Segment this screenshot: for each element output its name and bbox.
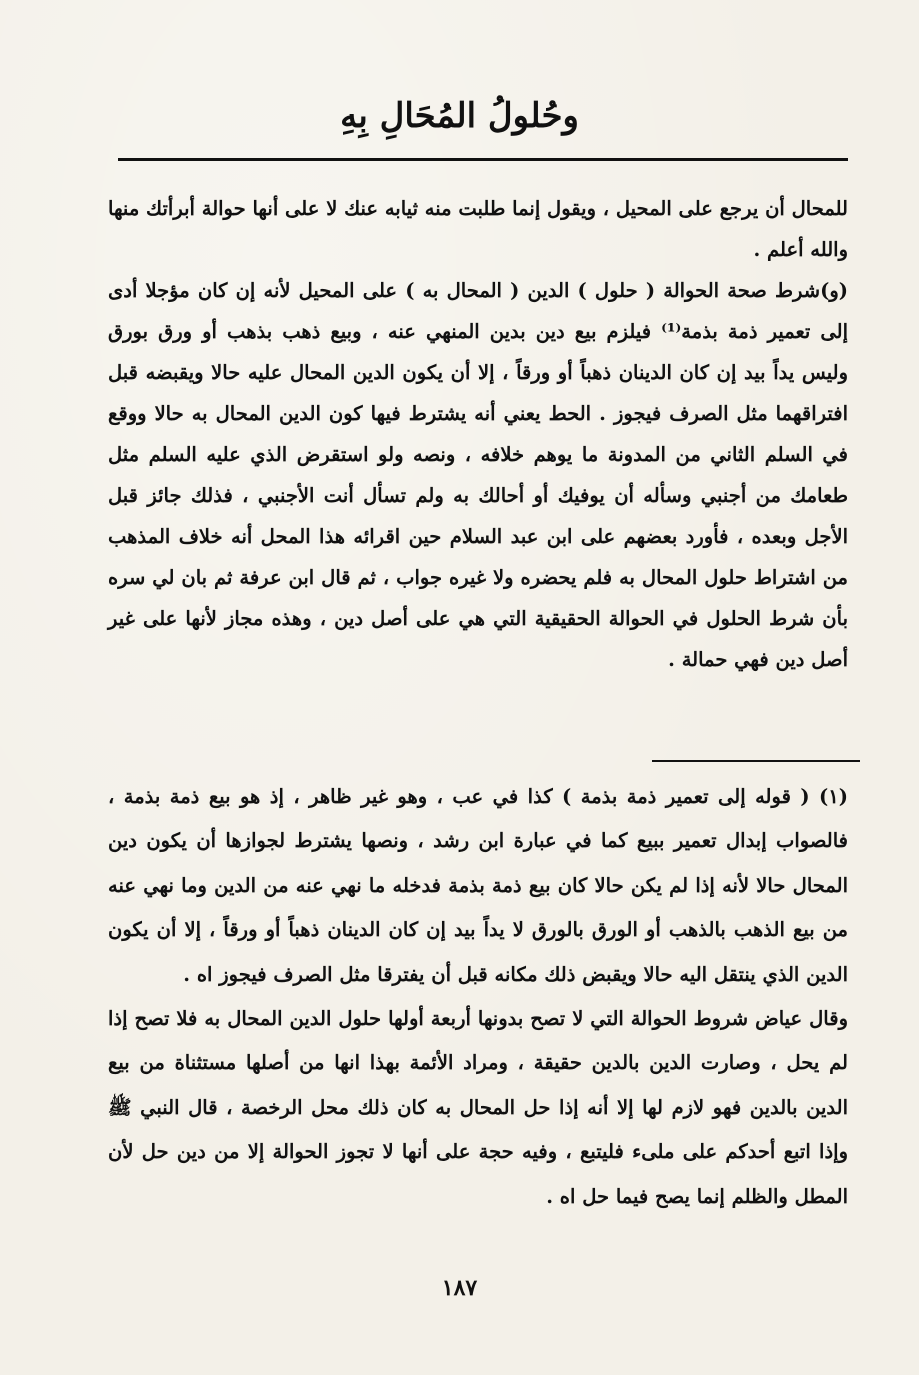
footnotes — [108, 775, 848, 1219]
footnote-continuation: وقال عياض شروط الحوالة التي لا تصح بدونها أربعة أولها حلول الدين المحال به فلا تصح إذا لم يحل ، وصارت الدين بالدين حقيقة ، ومراد الأئمة بهذا انها من أصلها مستثناة من بيع الدين بالدين فهو لازم لها إلا أنه إذا حل المحال به كان ذلك محل الرخصة ، قال النبي ﷺ وإذا اتبع أحدكم على ملىء فليتبع ، وفيه حجة على أنها لا تجوز الحوالة إلا من دين حل لأن المطل والظلم إنما يصح فيما حل اه . — [108, 1007, 848, 1208]
main-paragraph-1: للمحال أن يرجع على المحيل ، ويقول إنما طلبت منه ثيابه عنك لا على أنها حوالة أبرأتك منها والله أعلم . — [108, 197, 848, 261]
footnote-separator — [652, 760, 860, 762]
header-rule — [118, 158, 848, 161]
page-header-title: وحُلولُ المُحَالِ بِهِ — [340, 96, 579, 136]
page-number: ١٨٧ — [441, 1275, 478, 1301]
footnote-1: (١) ( قوله إلى تعمير ذمة بذمة ) كذا في عب ، وهو غير ظاهر ، إذ هو بيع ذمة بذمة ، فالصواب إبدال تعمير ببيع كما في عبارة ابن رشد ، ونصها يشترط لجوازها أن يكون دين المحال حالا لأنه إذا لم يكن حالا كان بيع ذمة بذمة فدخله ما نهي عنه من الدين وما نهي عنه من بيع الذهب بالذهب أو الورق بالورق لا يداً بيد إن كان الدينان ذهباً أو ورقاً ، إلا أن يكون الدين الذي ينتقل اليه حالا ويقبض ذلك مكانه قبل أن يفترقا مثل الصرف فيجوز اه . — [108, 785, 848, 986]
main-paragraph-2: (و)شرط صحة الحوالة ( حلول ) الدين ( المحال به ) على المحيل لأنه إن كان مؤجلا أدى إلى تعمير ذمة بذمة⁽¹⁾ فيلزم بيع دين بدين المنهي عنه ، وبيع ذهب بذهب أو ورق بورق وليس يداً بيد إن كان الدينان ذهباً أو ورقاً ، إلا أن يكون الدين المحال عليه حالا ويقبضه قبل افتراقهما مثل الصرف فيجوز . الحط يعني أنه يشترط فيها كون الدين المحال به حالا ووقع في السلم الثاني من المدونة ما يوهم خلافه ، ونصه ولو استقرض الذي عليه السلم مثل طعامك من أجنبي وسأله أن يوفيك أو أحالك به ولم تسأل أنت الأجنبي ، فذلك جائز قبل الأجل وبعده ، فأورد بعضهم على ابن عبد السلام حين اقرائه هذا المحل أنه خلاف المذهب من اشتراط حلول المحال به فلم يحضره ولا غيره جواب ، ثم قال ابن عرفة ثم بان لي سره بأن شرط الحلول في الحوالة الحقيقية التي هي على أصل دين ، وهذه مجاز لأنها على غير أصل دين فهي حمالة . — [108, 279, 849, 671]
main-text — [108, 188, 848, 680]
